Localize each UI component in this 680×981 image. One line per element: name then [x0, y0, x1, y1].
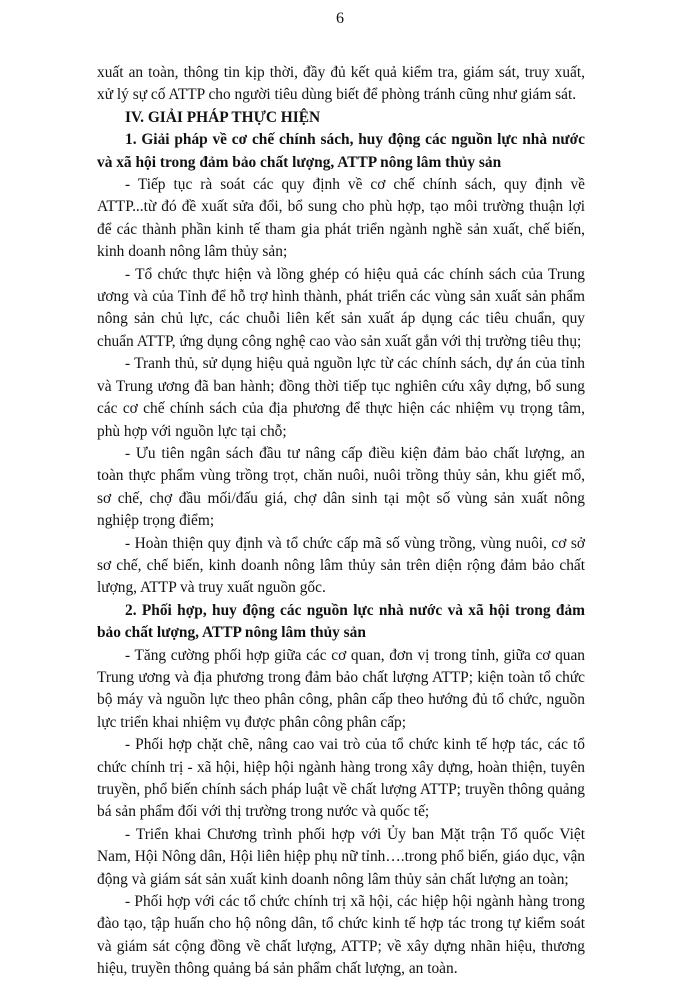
paragraph: - Tăng cường phối hợp giữa các cơ quan, đơn vị trong tỉnh, giữa cơ quan Trung ương và địa phương trong đảm bảo chất lượng ATTP; kiện toàn tổ chức bộ máy và nguồn lực theo phân công, phân cấp theo hướng đủ tổ chức, nguồn lực triển khai nhiệm vụ được phân công phân cấp; — [97, 646, 585, 731]
document-body — [97, 62, 585, 981]
paragraph: - Tranh thủ, sử dụng hiệu quả nguồn lực từ các chính sách, dự án của tỉnh và Trung ương đã ban hành; đồng thời tiếp tục nghiên cứu xây dựng, bổ sung các cơ chế chính sách của địa phương để thực hiện các nhiệm vụ trọng tâm, phù hợp với nguồn lực tại chỗ; — [97, 355, 585, 440]
paragraph: - Hoàn thiện quy định và tổ chức cấp mã số vùng trồng, vùng nuôi, cơ sở sơ chế, chế biến, kinh doanh nông lâm thủy sản trên diện rộng đảm bảo chất lượng, ATTP và truy xuất nguồn gốc. — [97, 534, 585, 597]
paragraph: - Tiếp tục rà soát các quy định về cơ chế chính sách, quy định về ATTP...từ đó đề xuất sửa đổi, bổ sung cho phù hợp, tạo môi trường thuận lợi để các thành phần kinh tế tham gia phát triển ngành nghề sản xuất, chế biến, kinh doanh nông lâm thủy sản; — [97, 176, 585, 261]
page-number: 6 — [336, 10, 344, 27]
paragraph: - Tổ chức thực hiện và lồng ghép có hiệu quả các chính sách của Trung ương và của Tỉnh để hỗ trợ hình thành, phát triển các vùng sản xuất sản phẩm nông sản chủ lực, các chuỗi liên kết sản xuất áp dụng các tiêu chuẩn, quy chuẩn ATTP, ứng dụng công nghệ cao vào sản xuất gắn với thị trường tiêu thụ; — [97, 265, 585, 350]
subheading-policy-solutions: 1. Giải pháp về cơ chế chính sách, huy động các nguồn lực nhà nước và xã hội trong đảm bảo chất lượng, ATTP nông lâm thủy sản — [97, 131, 585, 171]
paragraph: - Phối hợp chặt chẽ, nâng cao vai trò của tổ chức kinh tế hợp tác, các tổ chức chính trị - xã hội, hiệp hội ngành hàng trong xây dựng, hoàn thiện, tuyên truyền, phổ biến chính sách pháp luật về chất lượng ATTP; truyền thông quảng bá sản phẩm đối với thị trường trong nước và quốc tế; — [97, 736, 585, 821]
paragraph-continuation: xuất an toàn, thông tin kịp thời, đầy đủ kết quả kiểm tra, giám sát, truy xuất, xử lý sự cố ATTP cho người tiêu dùng biết để phòng tránh cũng như giám sát. — [97, 64, 585, 104]
paragraph: - Ưu tiên ngân sách đầu tư nâng cấp điều kiện đảm bảo chất lượng, an toàn thực phẩm vùng trồng trọt, chăn nuôi, nuôi trồng thủy sản, khu giết mổ, sơ chế, chợ đầu mối/đấu giá, chợ dân sinh tại một số vùng sản xuất nông nghiệp trọng điểm; — [97, 444, 585, 530]
paragraph: - Phối hợp với các tổ chức chính trị xã hội, các hiệp hội ngành hàng trong đào tạo, tập huấn cho hộ nông dân, tổ chức kinh tế hợp tác trong tự kiểm soát và giám sát cộng đồng về chất lượng, ATTP; về xây dựng nhãn hiệu, thương hiệu, truyền thông quảng bá sản phẩm chất lượng, an toàn. — [97, 893, 585, 978]
paragraph: - Triển khai Chương trình phối hợp với Ủy ban Mặt trận Tổ quốc Việt Nam, Hội Nông dân, Hội liên hiệp phụ nữ tỉnh….trong phổ biến, giáo dục, vận động và giám sát sản xuất kinh doanh nông lâm thủy sản chất lượng an toàn; — [97, 825, 585, 888]
subheading-coordination: 2. Phối hợp, huy động các nguồn lực nhà nước và xã hội trong đảm bảo chất lượng, ATTP nông lâm thủy sản — [97, 601, 585, 642]
section-heading: IV. GIẢI PHÁP THỰC HIỆN — [125, 108, 321, 126]
